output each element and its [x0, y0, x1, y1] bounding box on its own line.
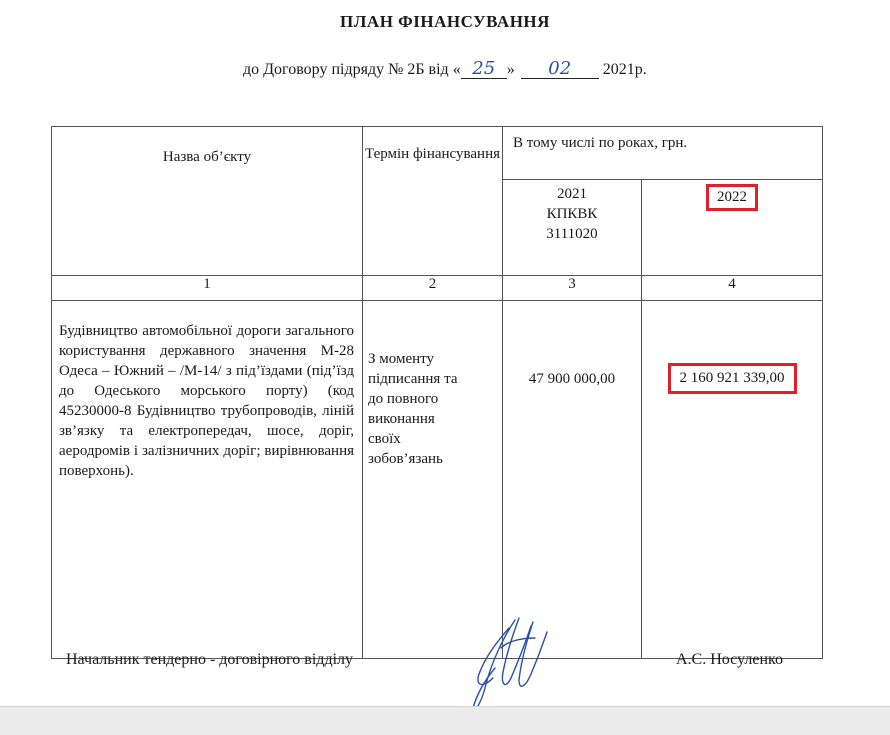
column-number: 1	[52, 276, 363, 301]
viewer-bottom-strip	[0, 706, 890, 735]
amount-2021-cell: 47 900 000,00	[503, 301, 642, 659]
column-number: 3	[503, 276, 642, 301]
object-name-cell: Будівництво автомобільної дороги загального користування державного значення М-28 Одеса – Южний – /М-14/ з під’їздами (під’їзд до Одеського морського порту) (код 45230000-8 Будівництво трубопроводів, ліній зв’язку та електропередач, шосе, доріг, аеродромів і залізничних доріг; вирівнювання поверхонь).	[52, 301, 363, 659]
term-line: своїх	[368, 431, 401, 447]
financing-table	[51, 126, 823, 659]
highlight-box-amount: 2 160 921 339,00	[668, 363, 797, 394]
contract-year: 2021р.	[602, 61, 647, 78]
header-year-2021-line: 2021	[557, 186, 587, 202]
table-row	[52, 301, 823, 659]
term-line: до повного	[368, 391, 439, 407]
contract-reference-prefix: до Договору підряду № 2Б від «	[243, 61, 461, 78]
date-separator: »	[506, 61, 515, 78]
header-year-2021-line: КПКВК	[546, 206, 598, 222]
column-number: 4	[642, 276, 823, 301]
contract-reference	[243, 60, 647, 79]
header-year-2021	[503, 180, 642, 276]
header-year-2022	[642, 180, 823, 276]
header-years-group: В тому числі по роках, грн.	[503, 127, 823, 180]
signatory-name: А.С. Носуленко	[676, 651, 783, 668]
term-line: виконання	[368, 411, 435, 427]
term-line: зобов’язань	[368, 451, 443, 467]
handwritten-day: 25	[461, 60, 507, 79]
header-object-name: Назва об’єкту	[52, 127, 363, 276]
amount-2022-cell	[642, 301, 823, 659]
header-year-2021-line: 3111020	[546, 226, 598, 242]
header-term: Термін фінансування	[363, 127, 503, 276]
term-cell	[363, 301, 503, 659]
term-line: підписання та	[368, 371, 458, 387]
document-title: ПЛАН ФІНАНСУВАННЯ	[340, 12, 550, 31]
handwritten-signature	[455, 608, 565, 718]
column-number: 2	[363, 276, 503, 301]
column-number-row	[52, 276, 823, 301]
term-line: З моменту	[368, 351, 435, 367]
signatory-position: Начальник тендерно - договірного відділу	[66, 651, 354, 668]
highlight-box-year: 2022	[706, 184, 758, 211]
handwritten-month: 02	[521, 60, 599, 79]
